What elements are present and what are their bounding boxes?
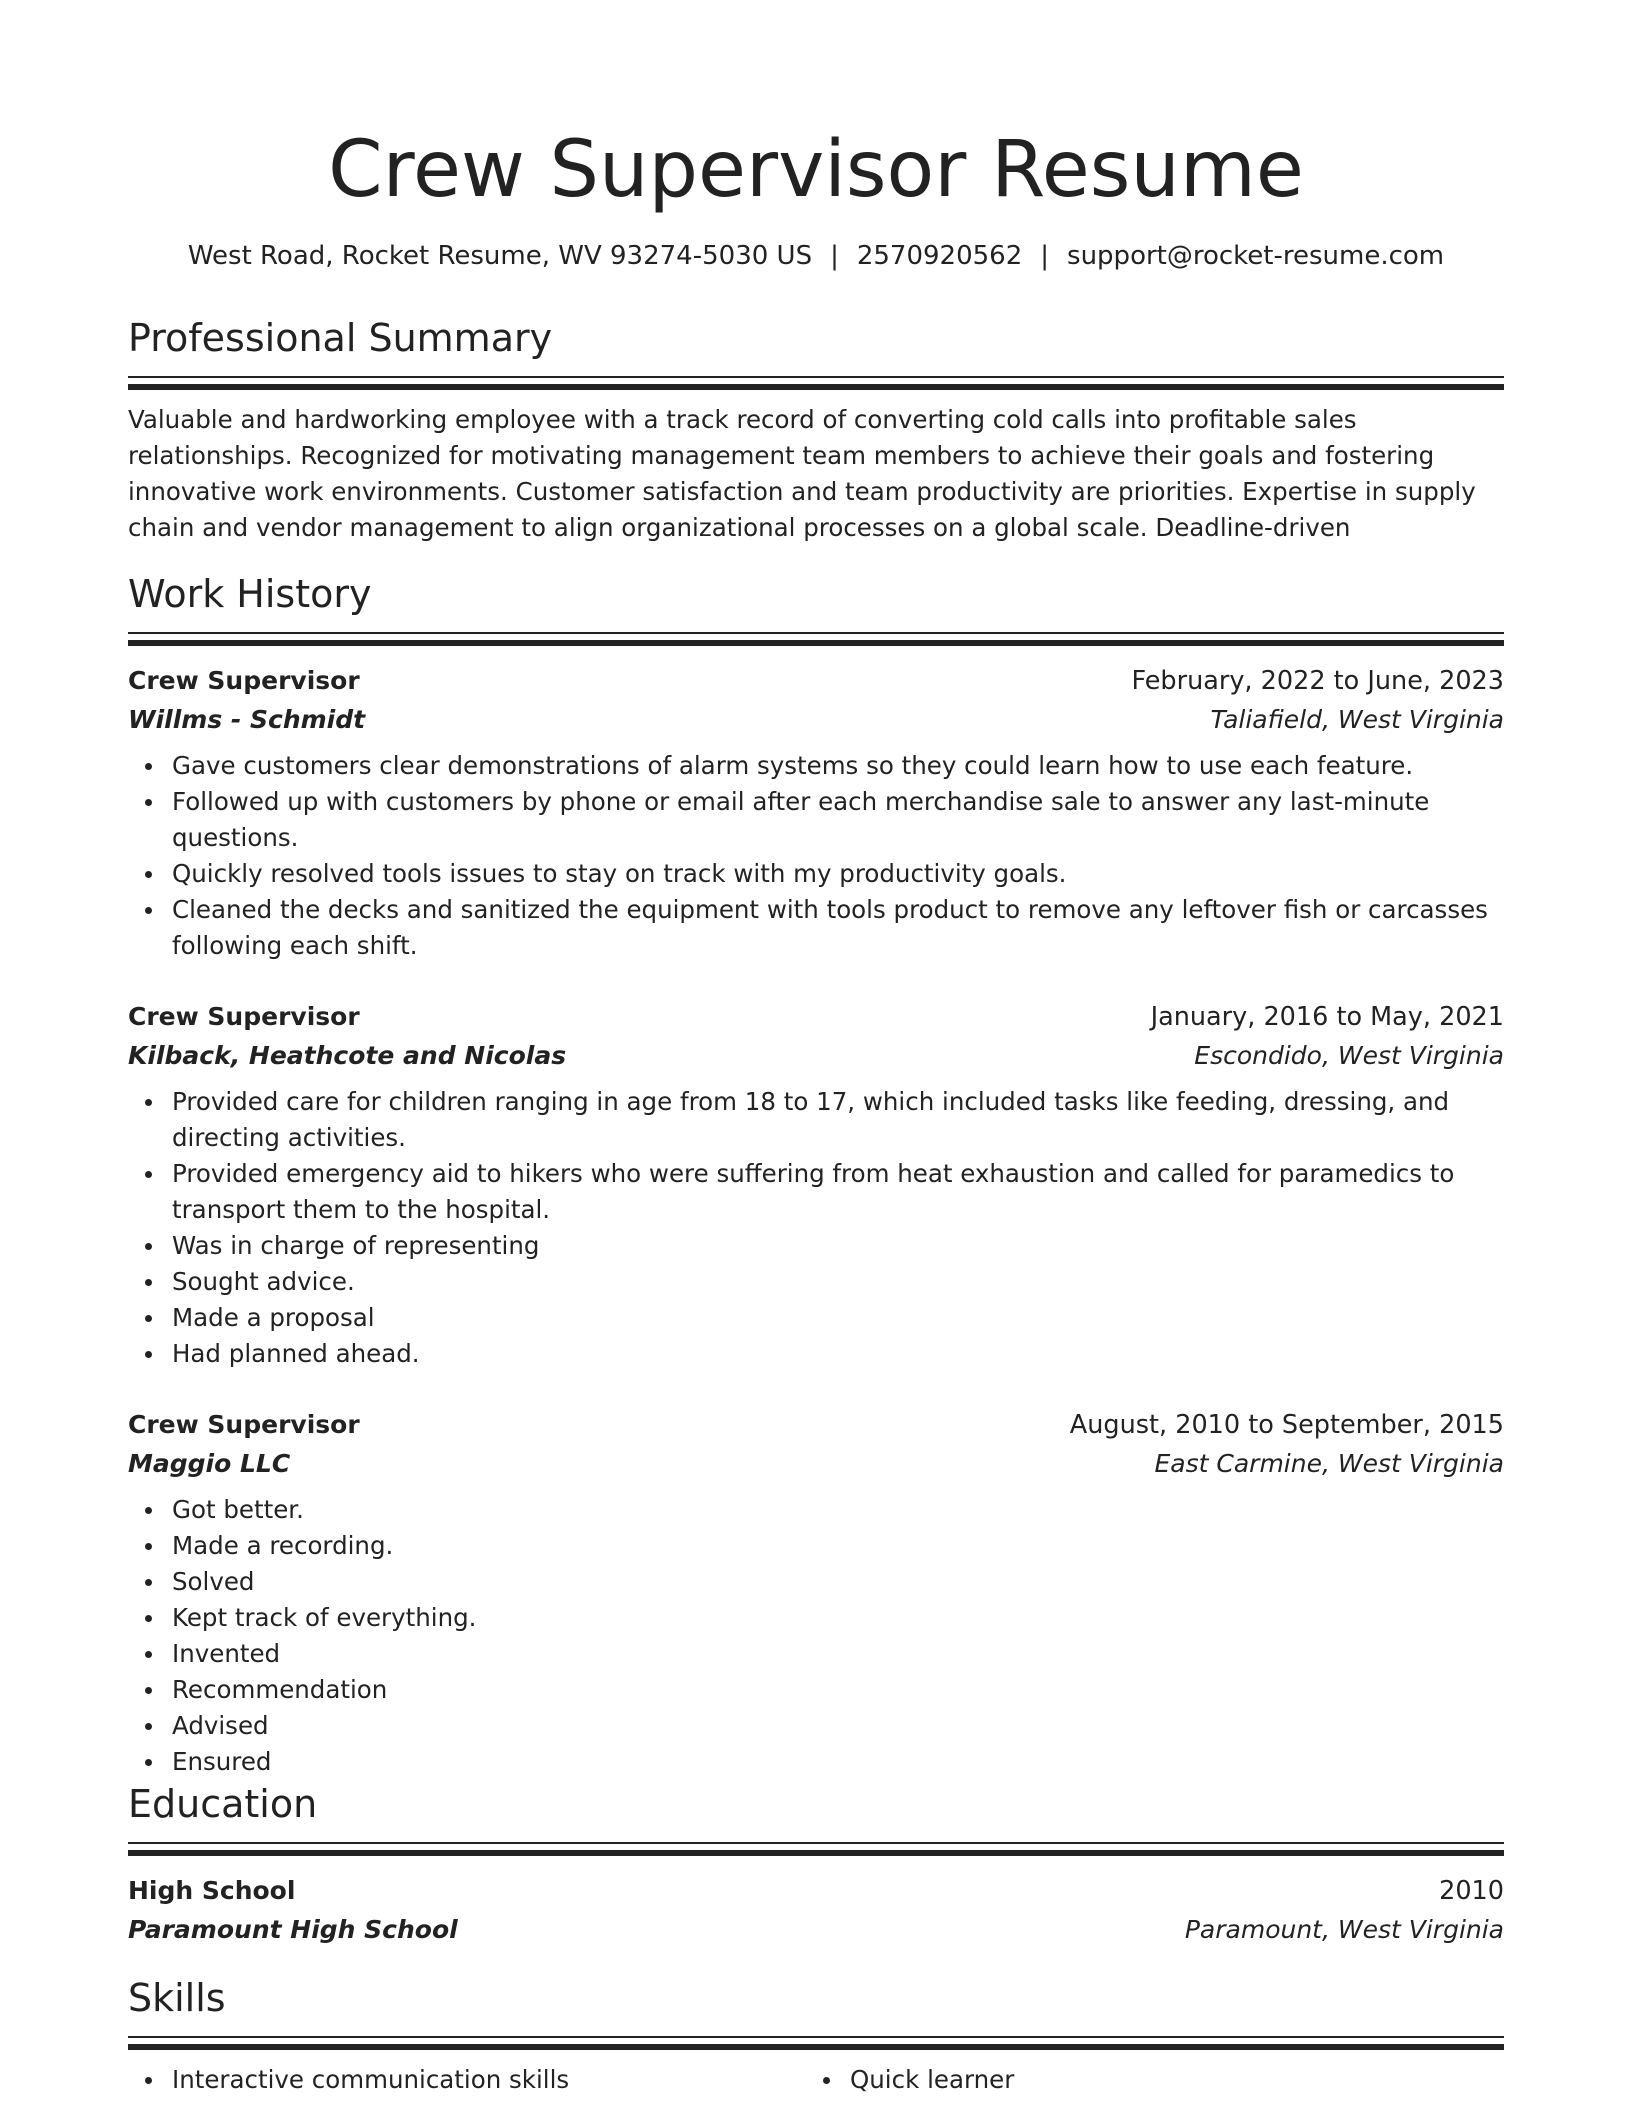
duty-item: Made a proposal: [172, 1300, 1504, 1336]
job-dates: January, 2016 to May, 2021: [1150, 1002, 1504, 1032]
job-title: Crew Supervisor: [128, 666, 360, 695]
work-history-heading: Work History: [128, 572, 372, 616]
job-entry: [128, 1406, 1504, 1780]
duty-item: Kept track of everything.: [172, 1600, 1504, 1636]
contact-separator: |: [1040, 241, 1050, 271]
education-entry: [128, 1872, 1504, 1950]
duty-item: Provided emergency aid to hikers who were suffering from heat exhaustion and called for paramedics to transport them to the hospital.: [172, 1156, 1504, 1228]
job-company: Kilback, Heathcote and Nicolas: [128, 1041, 567, 1070]
job-location: East Carmine, West Virginia: [1154, 1449, 1504, 1478]
summary-heading: Professional Summary: [128, 316, 553, 360]
job-location: Escondido, West Virginia: [1194, 1041, 1504, 1070]
job-duties: [128, 1492, 1504, 1780]
contact-phone: 2570920562: [856, 241, 1023, 271]
job-title: Crew Supervisor: [128, 1002, 360, 1031]
degree: High School: [128, 1876, 296, 1905]
contact-separator: |: [830, 241, 839, 271]
job-title: Crew Supervisor: [128, 1410, 360, 1439]
duty-item: Got better.: [172, 1492, 1504, 1528]
resume-title: Crew Supervisor Resume: [328, 125, 1304, 215]
duty-item: Recommendation: [172, 1672, 1504, 1708]
duty-item: Followed up with customers by phone or email after each merchandise sale to answer any last-minute questions.: [172, 784, 1504, 856]
summary-text: Valuable and hardworking employee with a track record of converting cold calls into profitable sales relationships. Recognized for motivating management team members to achieve their goals and fostering innovative work environments. Customer satisfaction and team productivity are priorities. Expertise in supply chain and vendor management to align organizational processes on a global scale. Deadline-driven: [128, 405, 1476, 542]
section-divider: [128, 376, 1504, 390]
job-location: Taliafield, West Virginia: [1210, 705, 1504, 734]
job-company: Willms - Schmidt: [128, 705, 366, 734]
education-section: [128, 1778, 1504, 1950]
school-name: Paramount High School: [128, 1915, 458, 1944]
job-duties: [128, 1084, 1504, 1372]
skill-item: Quick learner: [850, 2062, 1484, 2098]
duty-item: Cleaned the decks and sanitized the equipment with tools product to remove any leftover fish or carcasses following each shift.: [172, 892, 1504, 964]
skills-columns: [128, 2062, 1504, 2098]
duty-item: Made a recording.: [172, 1528, 1504, 1564]
job-entry: [128, 662, 1504, 964]
duty-item: Invented: [172, 1636, 1504, 1672]
contact-address: West Road, Rocket Resume, WV 93274-5030 US: [187, 241, 813, 271]
skills-column-left: [128, 2062, 806, 2098]
job-dates: August, 2010 to September, 2015: [1069, 1410, 1504, 1440]
job-entry: [128, 998, 1504, 1372]
section-divider: [128, 1842, 1504, 1856]
graduation-year: 2010: [1439, 1876, 1504, 1906]
job-company: Maggio LLC: [128, 1449, 291, 1478]
duty-item: Solved: [172, 1564, 1504, 1600]
skills-section: [128, 1972, 1504, 2098]
skills-heading: Skills: [128, 1976, 226, 2020]
job-dates: February, 2022 to June, 2023: [1131, 666, 1504, 696]
skill-item: Interactive communication skills: [172, 2062, 806, 2098]
duty-item: Had planned ahead.: [172, 1336, 1504, 1372]
work-history-section: [128, 568, 1504, 1780]
education-heading: Education: [128, 1782, 318, 1826]
skills-column-right: [806, 2062, 1484, 2098]
duty-item: Quickly resolved tools issues to stay on track with my productivity goals.: [172, 856, 1504, 892]
duty-item: Provided care for children ranging in age from 18 to 17, which included tasks like feeding, dressing, and directing activities.: [172, 1084, 1504, 1156]
job-duties: [128, 748, 1504, 964]
summary-section: [128, 312, 1504, 546]
duty-item: Sought advice.: [172, 1264, 1504, 1300]
duty-item: Gave customers clear demonstrations of alarm systems so they could learn how to use each feature.: [172, 748, 1504, 784]
duty-item: Advised: [172, 1708, 1504, 1744]
section-divider: [128, 2036, 1504, 2050]
duty-item: Was in charge of representing: [172, 1228, 1504, 1264]
resume-page: [128, 0, 1504, 2112]
contact-line: [128, 236, 1504, 276]
section-divider: [128, 632, 1504, 646]
contact-email: support@rocket-resume.com: [1067, 241, 1445, 271]
duty-item: Ensured: [172, 1744, 1504, 1780]
school-location: Paramount, West Virginia: [1184, 1915, 1504, 1944]
